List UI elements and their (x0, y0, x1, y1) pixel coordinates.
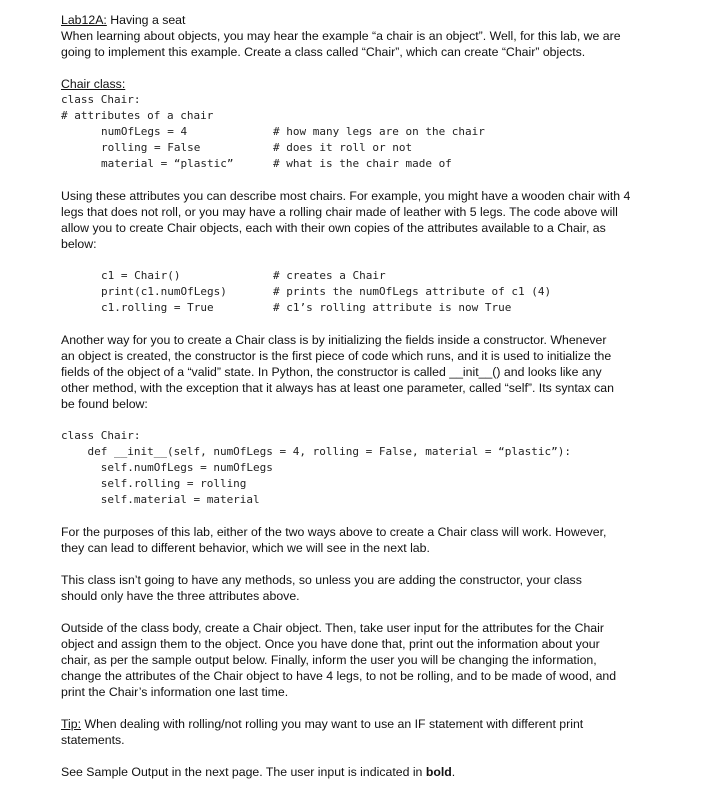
code-line (61, 92, 661, 108)
code-line: def __init__(self, numOfLegs = 4, rolling = False, material = “plastic”): (61, 445, 571, 458)
code-comment: # c1’s rolling attribute is now True (273, 301, 512, 314)
code-line (61, 156, 661, 172)
document-page (61, 12, 661, 780)
paragraph-line: For the purposes of this lab, either of the two ways above to create a Chair class will work. However, (61, 525, 607, 539)
code-text: c1.rolling = True (101, 301, 214, 314)
code-text: material = “plastic” (101, 157, 234, 170)
code-line (61, 108, 661, 124)
code-line: self.numOfLegs = numOfLegs (61, 461, 273, 474)
footer-text: See Sample Output in the next page. The user input is indicated in (61, 765, 426, 779)
code-line (61, 124, 661, 140)
lab-heading (61, 12, 661, 28)
tip-label: Tip: (61, 717, 82, 731)
code-text: class Chair: (61, 93, 141, 106)
footer-bold: bold (425, 765, 452, 779)
paragraph-line: other method, with the exception that it always has at least one parameter, called “self”. Its syntax can (61, 381, 614, 395)
code-line: class Chair: (61, 429, 141, 442)
lab-number: Lab12A: (61, 13, 107, 27)
code-line: self.material = material (61, 493, 260, 506)
paragraph-line: fields of the object of a “valid” state. In Python, the constructor is called __init__() and looks like any (61, 365, 602, 379)
code-comment: # what is the chair made of (273, 157, 452, 170)
code-line (61, 140, 661, 156)
paragraph-line: Another way for you to create a Chair class is by initializing the fields inside a constructor. Whenever (61, 333, 607, 347)
paragraph-line: change the attributes of the Chair object to have 4 legs, to not be rolling, and to be made of wood, and (61, 669, 617, 683)
code-line (61, 300, 661, 316)
chair-class-heading: Chair class: (61, 77, 126, 91)
intro-line: When learning about objects, you may hear the example “a chair is an object”. Well, for this lab, we are (61, 29, 621, 43)
code-comment: # how many legs are on the chair (273, 125, 485, 138)
paragraph-line: This class isn’t going to have any methods, so unless you are adding the constructor, your class (61, 573, 582, 587)
tip-text: When dealing with rolling/not rolling you may want to use an IF statement with different print (81, 717, 584, 731)
code-comment: # does it roll or not (273, 141, 413, 154)
code-text: print(c1.numOfLegs) (101, 285, 227, 298)
paragraph-line: be found below: (61, 397, 148, 411)
code-block-usage (61, 268, 661, 316)
code-text: rolling = False (101, 141, 201, 154)
code-line (61, 284, 661, 300)
paragraph-line: below: (61, 237, 97, 251)
paragraph-line: an object is created, the constructor is the first piece of code which runs, and it is used to initialize the (61, 349, 612, 363)
lab-title: Having a seat (106, 13, 186, 27)
tip-line: statements. (61, 733, 125, 747)
paragraph-line: chair, as per the sample output below. Finally, inform the user you will be changing the information, (61, 653, 597, 667)
code-comment: # prints the numOfLegs attribute of c1 (4) (273, 285, 552, 298)
code-block-constructor (61, 428, 661, 508)
code-text: c1 = Chair() (101, 269, 181, 282)
paragraph-line: Outside of the class body, create a Chair object. Then, take user input for the attributes for the Chair (61, 621, 604, 635)
code-line (61, 268, 661, 284)
code-text: numOfLegs = 4 (101, 125, 188, 138)
paragraph-line: legs that does not roll, or you may have a rolling chair made of leather with 5 legs. The code above will (61, 205, 618, 219)
paragraph-line: allow you to create Chair objects, each with their own copies of the attributes available to a Chair, as (61, 221, 606, 235)
paragraph-line: they can lead to different behavior, which we will see in the next lab. (61, 541, 430, 555)
code-line: self.rolling = rolling (61, 477, 247, 490)
intro-line: going to implement this example. Create a class called “Chair”, which can create “Chair” objects. (61, 45, 586, 59)
paragraph-line: print the Chair’s information one last time. (61, 685, 289, 699)
code-block-attributes (61, 92, 661, 172)
tip-line (61, 716, 661, 732)
paragraph-line: Using these attributes you can describe most chairs. For example, you might have a wooden chair with 4 (61, 189, 631, 203)
code-text: # attributes of a chair (61, 109, 214, 122)
paragraph-line: should only have the three attributes above. (61, 589, 300, 603)
code-comment: # creates a Chair (273, 269, 386, 282)
footer-line (61, 764, 661, 780)
footer-end: . (451, 765, 456, 779)
paragraph-line: object and assign them to the object. Once you have done that, print out the information about your (61, 637, 600, 651)
